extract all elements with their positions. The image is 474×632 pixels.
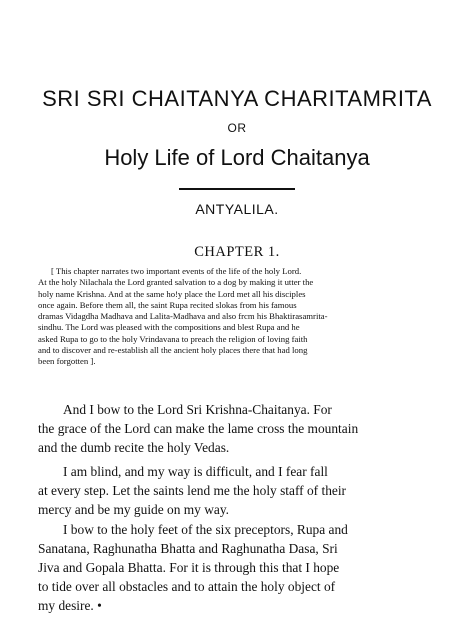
- summary-line: asked Rupa to go to the holy Vrindavana to preach the religion of loving faith: [38, 333, 308, 344]
- title-divider: [179, 188, 295, 190]
- paragraph-line: to tide over all obstacles and to attain the holy object of: [38, 579, 336, 594]
- paragraph-line: and the dumb recite the holy Vedas.: [38, 440, 230, 455]
- body-paragraph: [38, 400, 438, 457]
- book-subtitle: Holy Life of Lord Chaitanya: [104, 145, 370, 170]
- paragraph-line: And I bow to the Lord Sri Krishna-Chaitanya. For: [63, 402, 332, 417]
- summary-line: holy name Krishna. And at the same ho!y place the Lord met all his disciples: [38, 288, 306, 299]
- chapter-title: CHAPTER 1.: [194, 244, 280, 260]
- paragraph-line: mercy and be my guide on my way.: [38, 502, 230, 517]
- title-or-label: OR: [227, 121, 247, 135]
- paragraph-line: my desire. •: [38, 598, 102, 613]
- paragraph-line: I bow to the holy feet of the six preceptors, Rupa and: [63, 522, 348, 537]
- summary-line: [ This chapter narrates two important events of the life of the holy Lord.: [51, 266, 302, 276]
- summary-line: been forgotten ].: [38, 356, 96, 367]
- paragraph-line: Sanatana, Raghunatha Bhatta and Raghunatha Dasa, Sri: [38, 541, 338, 556]
- book-title: SRI SRI CHAITANYA CHARITAMRITA: [42, 86, 432, 111]
- summary-line: and to discover and re-establish all the ancient holy places there that had long: [38, 345, 308, 356]
- summary-line: dramas Vidagdha Madhava and Lalita-Madhava and also frcm his Bhaktirasamrita-: [38, 311, 328, 322]
- summary-line: sindhu. The Lord was pleased with the compositions and blest Rupa and he: [38, 322, 300, 333]
- summary-line: At the holy Nilachala the Lord granted salvation to a dog by making it utter the: [38, 277, 314, 288]
- paragraph-line: Jiva and Gopala Bhatta. For it is through this that I hope: [38, 560, 340, 575]
- paragraph-line: the grace of the Lord can make the lame cross the mountain: [38, 421, 359, 436]
- summary-line: once again. Before them all, the saint Rupa recited slokas from his famous: [38, 299, 297, 310]
- paragraph-line: at every step. Let the saints lend me the holy staff of their: [38, 483, 347, 498]
- paragraph-line: I am blind, and my way is difficult, and I fear fall: [63, 464, 328, 479]
- body-paragraph: [38, 520, 438, 615]
- chapter-summary: [38, 266, 436, 368]
- body-paragraph: [38, 462, 438, 519]
- section-title: ANTYALILA.: [195, 201, 279, 217]
